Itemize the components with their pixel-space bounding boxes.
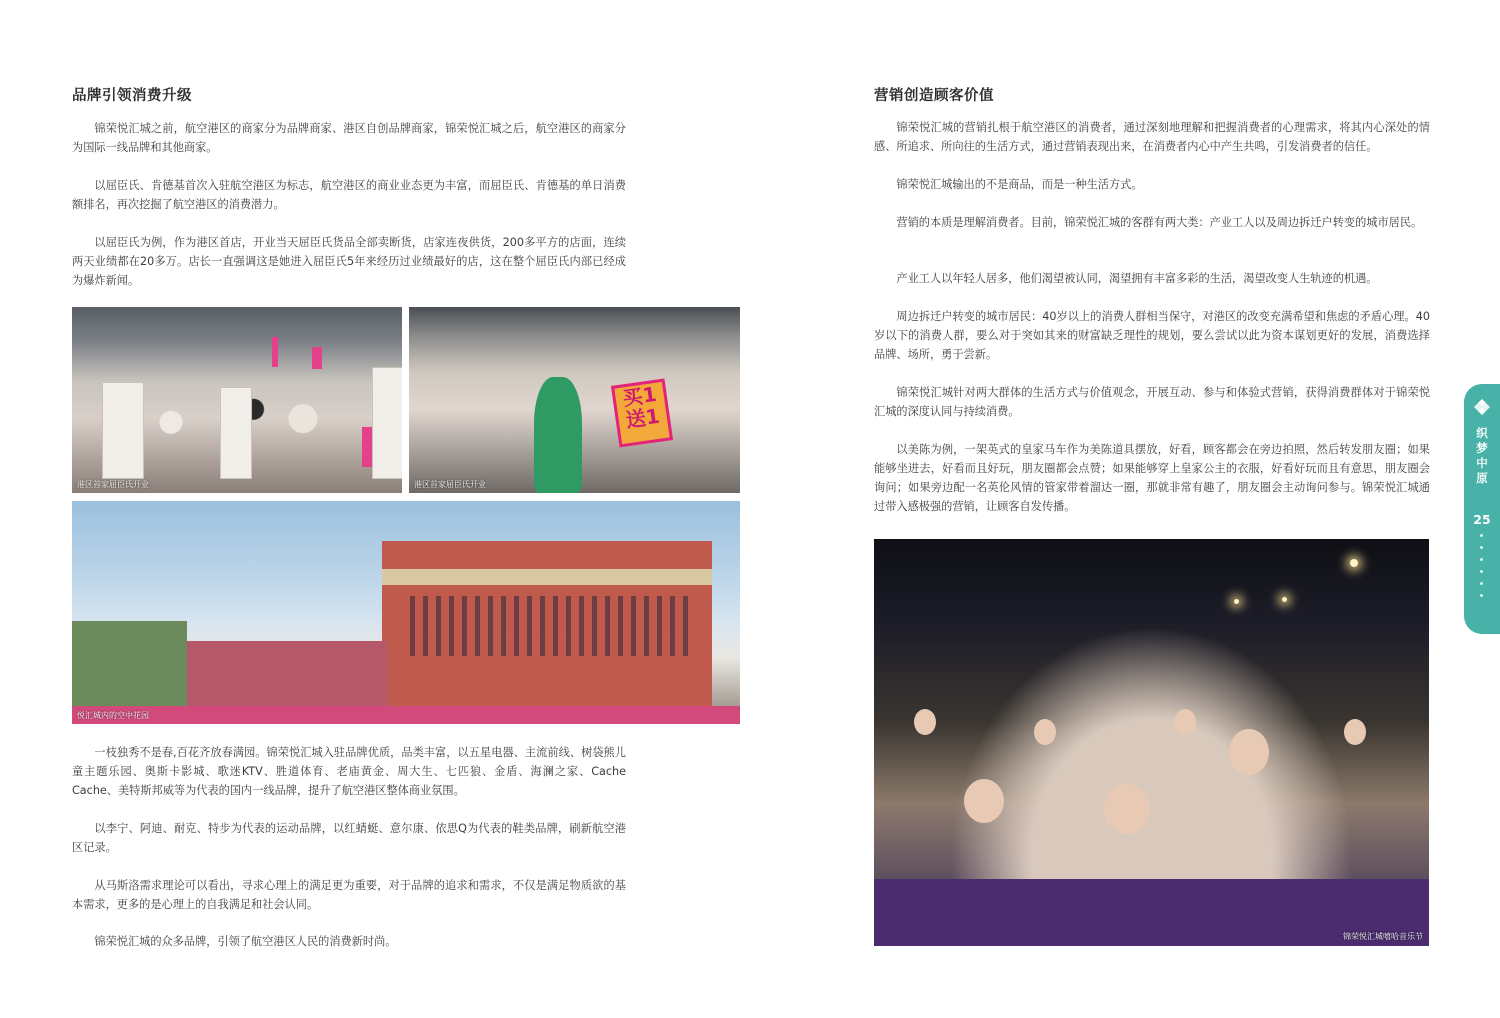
diamond-logo-icon [1473,398,1491,416]
left-heading: 品牌引领消费升级 [72,88,192,104]
side-tab-title: 织 梦 中 原 [1476,426,1488,485]
right-paragraph-4: 产业工人以年轻人居多，他们渴望被认同，渴望拥有丰富多彩的生活，渴望改变人生轨迹的机遇。 [896,272,1378,285]
right-paragraph-2: 锦荣悦汇城输出的不是商品，而是一种生活方式。 [896,178,1143,191]
left-paragraph-5: 以李宁、阿迪、耐克、特步为代表的运动品牌，以红蜻蜓、意尔康、依思Q为代表的鞋类品牌，刷新航空港区记录。 [72,822,626,854]
left-paragraph-7: 锦荣悦汇城的众多品牌，引领了航空港区人民的消费新时尚。 [94,935,397,948]
right-paragraph-5: 周边拆迁户转变的城市居民：40岁以上的消费人群相当保守，对港区的改变充满希望和焦虑的矛盾心理。40岁以下的消费人群，要么对于突如其来的财富缺乏理性的规划，要么尝试以此为资本谋划更好的发展，消费选择品牌、场所，勇于尝新。 [874,310,1430,361]
store-crowd-photo [409,307,740,493]
left-paragraph-6: 从马斯洛需求理论可以看出，寻求心理上的满足更为重要，对于品牌的追求和需求，不仅是满足物质欲的基本需求，更多的是心理上的自我满足和社会认同。 [72,879,626,911]
right-paragraph-7: 以美陈为例，一架英式的皇家马车作为美陈道具摆放，好看，顾客都会在旁边拍照，然后转发朋友圈；如果能够坐进去，好看而且好玩，朋友圈都会点赞；如果能够穿上皇家公主的衣服，好看好玩而且有意思，朋友圈会询问；如果旁边配一名英伦风情的管家带着溜达一圈，那就非常有趣了，朋友圈会主动询问参与。锦荣悦汇城通过带入感极强的营销，让顾客自发传播。 [874,443,1430,513]
left-paragraph-3: 以屈臣氏为例，作为港区首店，开业当天屈臣氏货品全部卖断货，店家连夜供货，200多平方的店面，连续两天业绩都在20多万。店长一直强调这是她进入屈臣氏5年来经历过业绩最好的店，这在整个屈臣氏内部已经成为爆炸新闻。 [72,236,626,287]
side-tab [1464,384,1500,634]
page-number: 25 [1473,512,1491,527]
store-interior-photo [72,307,402,493]
right-heading: 营销创造顾客价值 [874,88,994,104]
promo-sign: 买1送1 [611,379,673,448]
right-paragraph-3: 营销的本质是理解消费者。目前，锦荣悦汇城的客群有两大类：产业工人以及周边拆迁户转变的城市居民。 [896,216,1423,229]
concert-photo [874,539,1429,946]
left-paragraph-4: 一枝独秀不是春,百花齐放春满园。锦荣悦汇城入驻品牌优质，品类丰富，以五星电器、主流前线、树袋熊儿童主题乐园、奥斯卡影城、歌迷KTV、胜道体育、老庙黄金、周大生、七匹狼、金盾、海澜之家、Cache Cache、美特斯邦威等为代表的国内一线品牌，提升了航空港区整体商业氛围。 [72,746,626,797]
photo2-caption: 港区首家屈臣氏开业 [414,480,486,489]
left-paragraph-1: 锦荣悦汇城之前，航空港区的商家分为品牌商家、港区自创品牌商家，锦荣悦汇城之后，航空港区的商家分为国际一线品牌和其他商家。 [72,122,626,154]
mall-building-photo [72,501,740,724]
right-paragraph-1: 锦荣悦汇城的营销扎根于航空港区的消费者，通过深刻地理解和把握消费者的心理需求，将其内心深处的情感、所追求、所向往的生活方式，通过营销表现出来，在消费者内心中产生共鸣，引发消费者的信任。 [874,121,1430,153]
concert-photo-caption: 锦荣悦汇城嘻哈音乐节 [1343,932,1423,941]
side-tab-dots [1480,534,1484,606]
right-paragraph-6: 锦荣悦汇城针对两大群体的生活方式与价值观念，开展互动、参与和体验式营销，获得消费群体对于锦荣悦汇城的深度认同与持续消费。 [874,386,1430,418]
left-paragraph-2: 以屈臣氏、肯德基首次入驻航空港区为标志，航空港区的商业业态更为丰富，而屈臣氏、肯德基的单日消费额排名，再次挖掘了航空港区的消费潜力。 [72,179,626,211]
photo1-caption: 港区首家屈臣氏开业 [77,480,149,489]
photo3-caption: 悦汇城内的空中花园 [77,711,149,720]
